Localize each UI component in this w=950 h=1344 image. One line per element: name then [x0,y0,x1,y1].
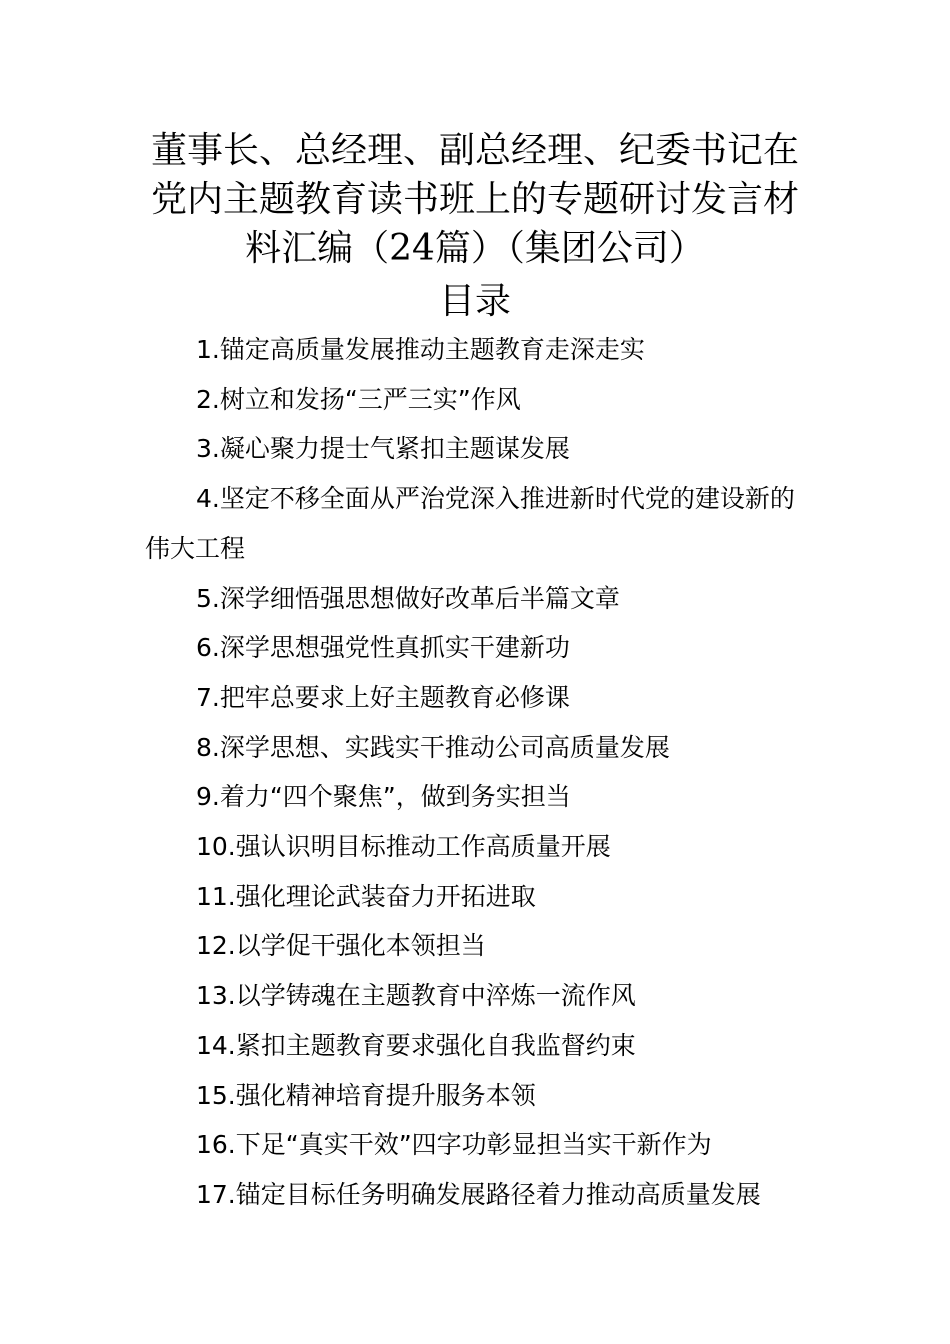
title-line-1: 董事长、总经理、副总经理、纪委书记在 [150,130,799,171]
toc-item: 1.锚定高质量发展推动主题教育走深走实 [196,335,645,364]
toc-item: 8.深学思想、实践实干推动公司高质量发展 [196,732,670,762]
toc-item: 2.树立和发扬“三严三实”作风 [196,384,521,414]
toc-item: 12.以学促干强化本领担当 [196,931,486,961]
title-line-3-prefix: 料汇编（ [245,228,390,269]
toc-item: 13.以学铸魂在主题教育中淬炼一流作风 [196,981,636,1011]
toc-item: 7.把牢总要求上好主题教育必修课 [196,682,570,712]
toc-item: 11.强化理论武装奋力开拓进取 [196,881,536,911]
toc-item: 9.着力“四个聚焦”，做到务实担当 [196,782,571,812]
toc-item: 10.强认识明目标推动工作高质量开展 [196,832,611,862]
toc-item: 16.下足“真实干效”四字功彰显担当实干新作为 [196,1130,712,1160]
title-line-2: 党内主题教育读书班上的专题研讨发言材 [150,179,799,220]
toc-item: 17.锚定目标任务明确发展路径着力推动高质量发展 [196,1179,761,1209]
toc-heading: 目录 [438,281,511,322]
table-of-contents [145,325,815,1220]
toc-item: 15.强化精神培育提升服务本领 [196,1080,536,1110]
toc-item: 5.深学细悟强思想做好改革后半篇文章 [196,583,620,613]
toc-item: 3.凝心聚力提士气紧扣主题谋发展 [196,434,570,464]
toc-item: 6.深学思想强党性真抓实干建新功 [196,633,570,663]
document-title [140,126,810,273]
toc-item: 4.坚定不移全面从严治党深入推进新时代党的建设新的伟大工程 [145,484,795,563]
toc-item: 14.紧扣主题教育要求强化自我监督约束 [196,1030,636,1060]
title-line-3-suffix: 篇）（集团公司） [434,228,705,269]
title-line-3-number: 24 [389,228,435,269]
